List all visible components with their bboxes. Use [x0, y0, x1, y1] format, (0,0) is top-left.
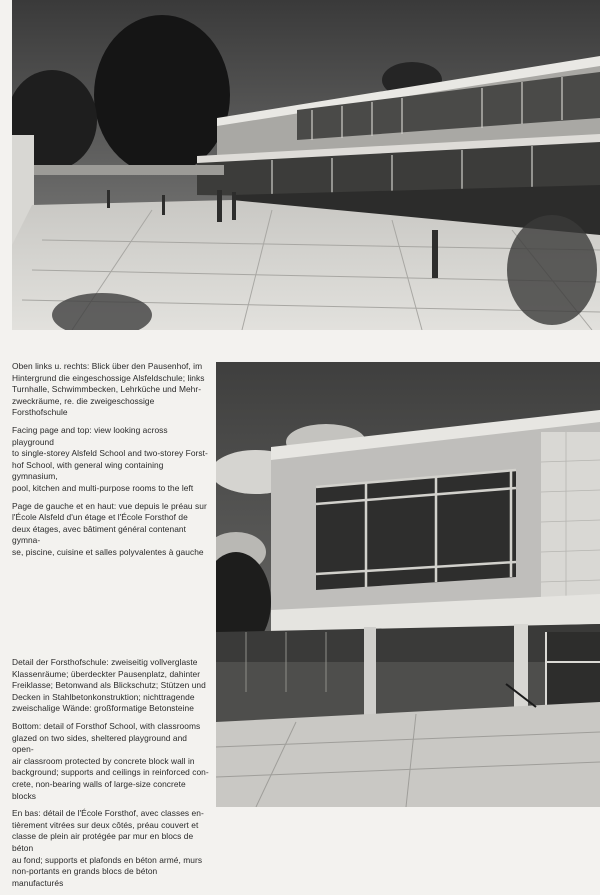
caption-top-french: Page de gauche et en haut: vue depuis le préau sur l'École Alsfeld d'un étage et l'École Forsthof de deux étages, avec bâtiment général contenant gymna- se, piscine, cuisine et salles polyvalentes à gauche [12, 500, 207, 557]
caption-column-bottom [12, 657, 210, 895]
caption-bottom-french: En bas: détail de l'École Forsthof, avec classes en- tièrement vitrées sur deux côtés, préau couvert et classe de plein air protégée par mur en blocs de béton au fond; supports et plafonds en béton armé, murs non-portants en grands blocs de béton manufacturés [12, 808, 204, 888]
caption-top-german: Oben links u. rechts: Blick über den Pausenhof, im Hintergrund die eingeschossige Alsfeldschule; links Turnhalle, Schwimmbecken, Lehrküche und Mehr- zweckräume, re. die zweigeschossige Forsthofschule [12, 361, 205, 418]
photo-playground-schools [12, 0, 600, 330]
caption-top-english: Facing page and top: view looking across playground to single-storey Alsfeld School and two-storey Forst- hof School, with general wing containing gymnasium, pool, kitchen and multi-purpose rooms to the left [12, 424, 208, 493]
caption-column-top [12, 361, 210, 565]
caption-bottom-english: Bottom: detail of Forsthof School, with classrooms glazed on two sides, sheltered playground and open- air classroom protected by concrete block wall in background; supports and ceilings in reinforced con- crete, non-bearing walls of large-size concrete blocks [12, 720, 209, 801]
caption-bottom-german: Detail der Forsthofschule: zweiseitig vollverglaste Klassenräume; überdeckter Pausenplatz, dahinter Freiklasse; Betonwand als Blickschutz; Stützen und Decken in Stahlbetonkonstruktion; nichttragende zweischalige Wände: großformatige Betonsteine [12, 657, 206, 714]
photo-forsthof-detail [216, 362, 600, 807]
